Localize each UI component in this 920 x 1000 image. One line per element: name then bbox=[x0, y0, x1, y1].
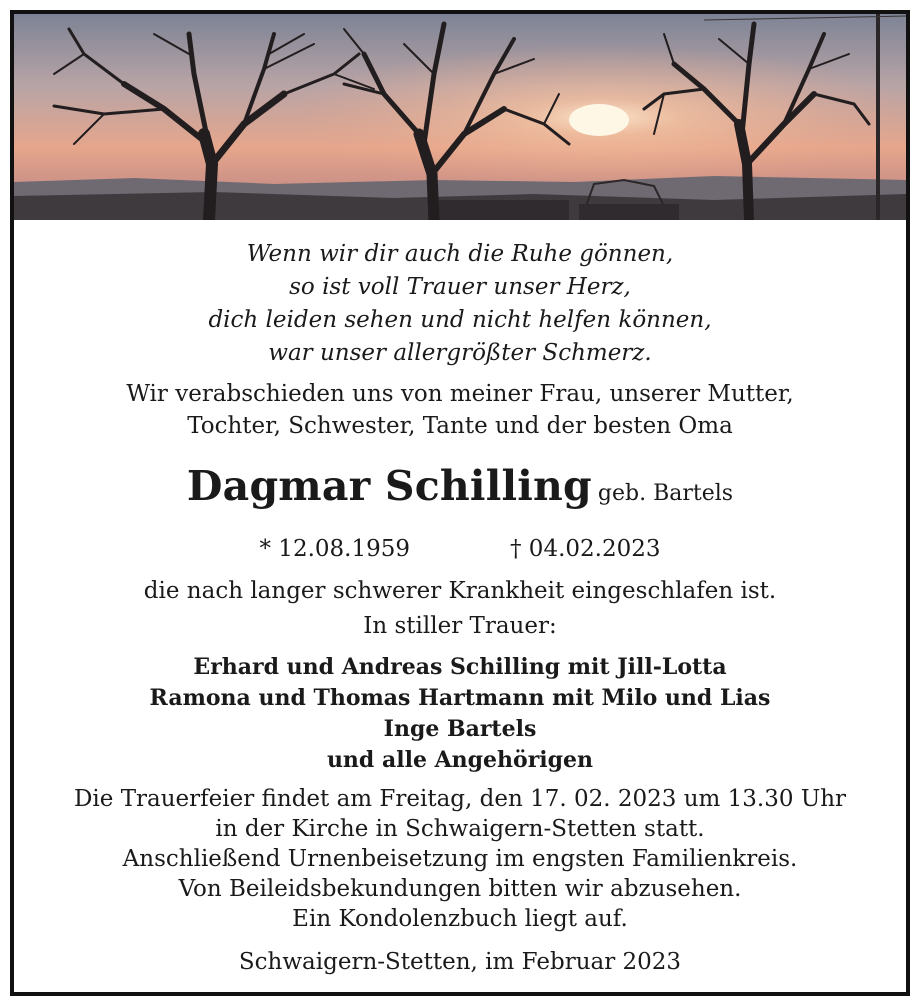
farewell-intro bbox=[14, 378, 906, 442]
poem-line: war unser allergrößter Schmerz. bbox=[268, 340, 652, 366]
intro-line: Tochter, Schwester, Tante und der besten Oma bbox=[187, 413, 733, 439]
service-line: Ein Kondolenzbuch liegt auf. bbox=[292, 906, 628, 932]
mourner-line: Inge Bartels bbox=[383, 716, 537, 742]
service-line: Anschließend Urnenbeisetzung im engsten Familienkreis. bbox=[122, 846, 798, 872]
mourner-line: Ramona und Thomas Hartmann mit Milo und Lias bbox=[149, 685, 771, 711]
birth-date: * 12.08.1959 bbox=[259, 536, 410, 562]
deceased-name-block bbox=[14, 456, 906, 525]
death-date: † 04.02.2023 bbox=[510, 536, 661, 562]
deceased-name: Dagmar Schilling bbox=[186, 462, 592, 510]
mourners-list bbox=[14, 652, 906, 776]
passing-text: die nach langer schwerer Krankheit eingeschlafen ist. bbox=[143, 578, 777, 604]
poem-verse bbox=[14, 238, 906, 370]
place-and-date: Schwaigern-Stetten, im Februar 2023 bbox=[238, 949, 682, 975]
obituary-notice bbox=[10, 10, 910, 996]
intro-line: Wir verabschieden uns von meiner Frau, unserer Mutter, bbox=[126, 381, 794, 407]
service-line: Die Trauerfeier findet am Freitag, den 17. 02. 2023 um 13.30 Uhr bbox=[73, 786, 847, 812]
sunset-tree-photo bbox=[14, 14, 906, 220]
poem-line: Wenn wir dir auch die Ruhe gönnen, bbox=[246, 241, 674, 267]
mourning-intro: In stiller Trauer: bbox=[363, 613, 557, 639]
poem-line: dich leiden sehen und nicht helfen können, bbox=[208, 307, 712, 333]
service-line: in der Kirche in Schwaigern-Stetten statt. bbox=[215, 816, 705, 842]
funeral-service-info bbox=[14, 784, 906, 934]
service-line: Von Beileidsbekundungen bitten wir abzusehen. bbox=[178, 876, 742, 902]
life-dates bbox=[14, 531, 906, 567]
mourner-line: und alle Angehörigen bbox=[326, 747, 594, 773]
poem-line: so ist voll Trauer unser Herz, bbox=[289, 274, 631, 300]
maiden-name: geb. Bartels bbox=[597, 481, 734, 506]
mourner-line: Erhard und Andreas Schilling mit Jill-Lotta bbox=[193, 654, 727, 680]
